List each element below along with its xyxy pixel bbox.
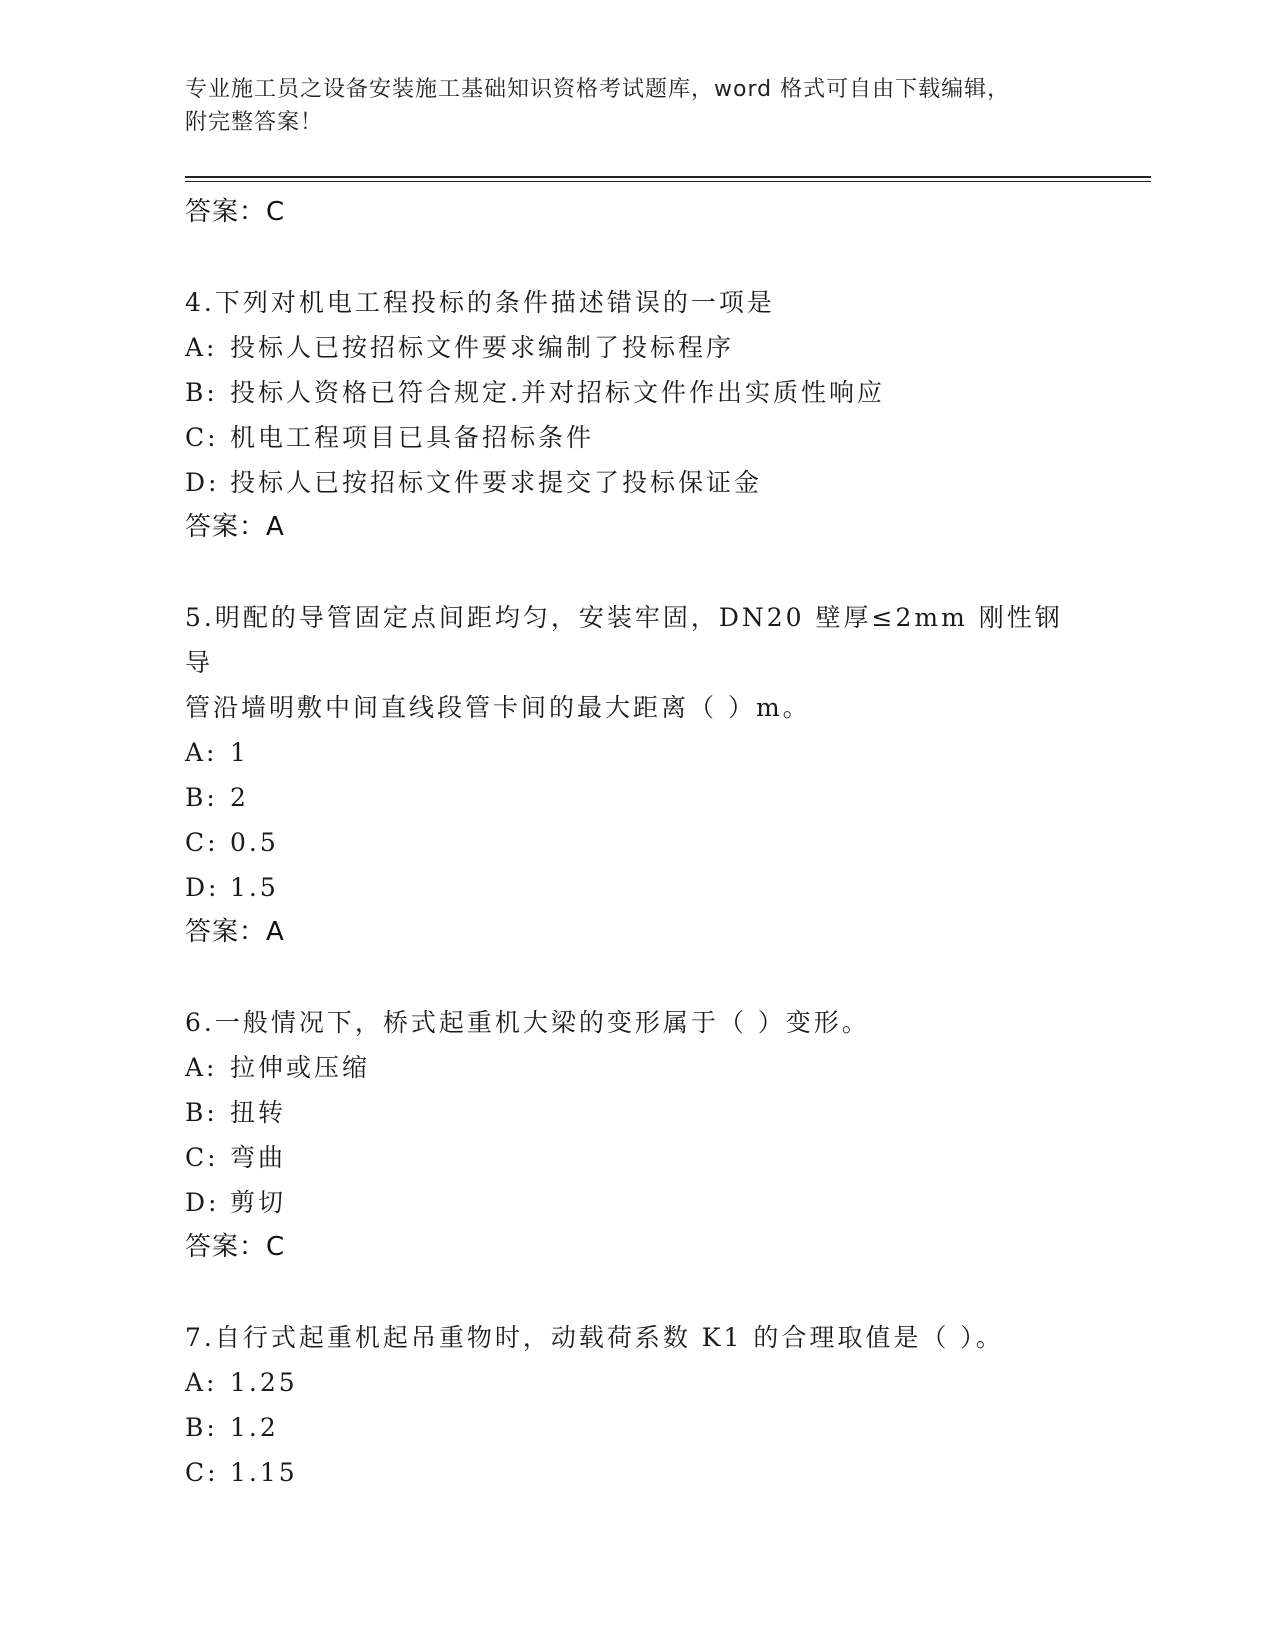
option-label: C: [185,1458,219,1487]
option-text: 机电工程项目已具备招标条件 [230,423,595,452]
header-line-2: 附完整答案！ [185,110,324,135]
question-block [185,280,1085,549]
answer-line: 答案：A [185,917,285,947]
option-label: A: [185,738,218,767]
option-c [185,1450,1085,1495]
option-text: 1.2 [230,1413,279,1442]
option-label: A: [185,1368,218,1397]
question-block [185,1315,1085,1495]
option-label: D: [185,873,220,902]
question-block [185,595,1085,954]
option-text: 0.5 [230,828,279,857]
question-content [185,190,1085,1495]
option-text: 剪切 [230,1188,287,1217]
header-divider-thin [185,181,1151,182]
option-text: 1.15 [230,1458,298,1487]
option-label: C: [185,828,219,857]
option-label: B: [185,1413,218,1442]
option-text: 扭转 [230,1098,287,1127]
option-b [185,370,1085,415]
option-b [185,1090,1085,1135]
option-label: B: [185,378,218,407]
option-label: B: [185,1098,218,1127]
option-a [185,1360,1085,1405]
option-label: A: [185,1053,218,1082]
answer-line: 答案：A [185,512,285,542]
previous-answer: 答案：C [185,197,286,227]
question-text: 7.自行式起重机起吊重物时，动载荷系数 K1 的合理取值是（ ）。 [185,1323,1004,1352]
option-text: 投标人已按招标文件要求提交了投标保证金 [230,468,763,497]
option-d [185,1180,1085,1225]
option-text: 投标人已按招标文件要求编制了投标程序 [230,333,735,362]
option-text: 投标人资格已符合规定.并对招标文件作出实质性响应 [230,378,885,407]
spacer [185,549,1085,595]
option-a [185,325,1085,370]
header-divider-thick [185,176,1151,178]
option-text: 1.25 [230,1368,298,1397]
option-text: 弯曲 [230,1143,287,1172]
option-c [185,415,1085,460]
question-block [185,1000,1085,1269]
option-text: 拉伸或压缩 [230,1053,371,1082]
spacer [185,954,1085,1000]
option-d [185,460,1085,505]
spacer [185,234,1085,280]
option-c [185,820,1085,865]
option-label: C: [185,423,219,452]
option-label: B: [185,783,218,812]
option-label: C: [185,1143,219,1172]
option-text: 2 [230,783,249,812]
question-text: 5.明配的导管固定点间距均匀，安装牢固，DN20 壁厚≤2mm 刚性钢导 [185,603,1063,677]
document-header [185,73,1085,139]
option-c [185,1135,1085,1180]
spacer [185,1269,1085,1315]
option-d [185,865,1085,910]
question-text: 6.一般情况下，桥式起重机大梁的变形属于（ ）变形。 [185,1008,870,1037]
option-label: D: [185,1188,220,1217]
option-b [185,1405,1085,1450]
question-text: 4.下列对机电工程投标的条件描述错误的一项是 [185,288,775,317]
option-label: A: [185,333,218,362]
option-b [185,775,1085,820]
option-a [185,1045,1085,1090]
option-a [185,730,1085,775]
header-line-1: 专业施工员之设备安装施工基础知识资格考试题库，word 格式可自由下载编辑， [185,77,1011,102]
answer-line: 答案：C [185,1232,286,1262]
option-label: D: [185,468,220,497]
option-text: 1 [230,738,249,767]
question-text-continued: 管沿墙明敷中间直线段管卡间的最大距离（ ）m。 [185,693,811,722]
option-text: 1.5 [230,873,279,902]
